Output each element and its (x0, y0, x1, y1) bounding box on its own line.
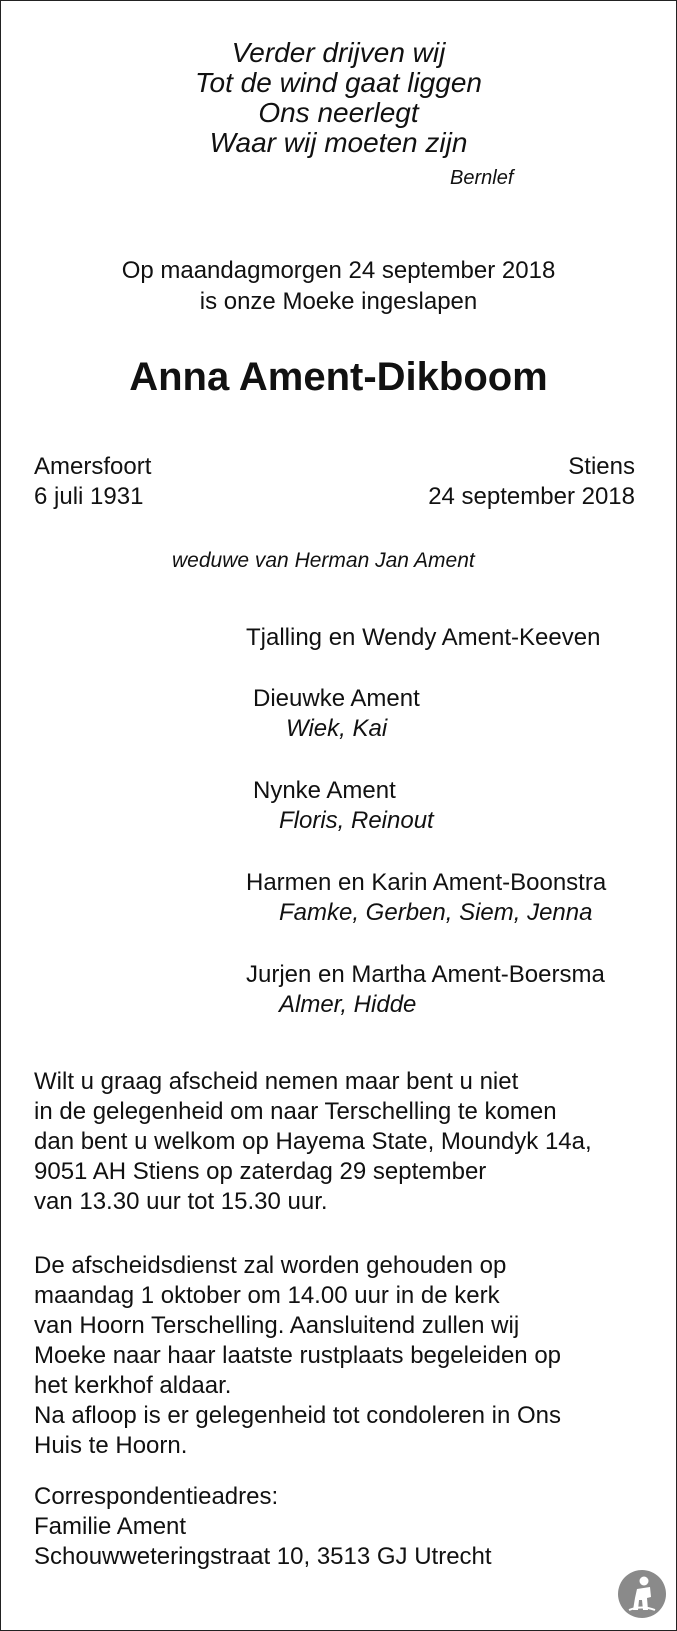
farewell-line-3: dan bent u welkom op Hayema State, Moundyk 14a, (34, 1128, 592, 1155)
deceased-name: Anna Ament-Dikboom (129, 355, 548, 399)
widow-of: weduwe van Herman Jan Ament (172, 549, 475, 572)
family-children-2: Wiek, Kai (286, 715, 388, 742)
poem-line-3: Ons neerlegt (258, 97, 419, 128)
family-member-4: Harmen en Karin Ament-Boonstra (246, 869, 607, 896)
farewell-line-1: Wilt u graag afscheid nemen maar bent u niet (34, 1068, 519, 1095)
correspondence-name: Familie Ament (34, 1513, 187, 1540)
service-line-4: Moeke naar haar laatste rustplaats begeleiden op (34, 1342, 562, 1369)
farewell-line-5: van 13.30 uur tot 15.30 uur. (34, 1188, 328, 1215)
death-place: Stiens (568, 453, 635, 480)
poem-line-4: Waar wij moeten zijn (209, 127, 468, 158)
intro-line-1: Op maandagmorgen 24 september 2018 (121, 257, 556, 284)
farewell-line-4: 9051 AH Stiens op zaterdag 29 september (34, 1158, 487, 1185)
service-line-7: Huis te Hoorn. (34, 1432, 188, 1459)
service-line-5: het kerkhof aldaar. (34, 1372, 232, 1399)
birth-place: Amersfoort (34, 453, 152, 480)
family-children-4: Famke, Gerben, Siem, Jenna (279, 899, 593, 926)
memorial-logo-icon (617, 1569, 667, 1619)
birth-date: 6 juli 1931 (34, 483, 144, 510)
intro-line-2: is onze Moeke ingeslapen (199, 288, 478, 315)
family-children-5: Almer, Hidde (279, 991, 417, 1018)
service-line-6: Na afloop is er gelegenheid tot condoleren in Ons (34, 1402, 562, 1429)
death-date: 24 september 2018 (428, 483, 635, 510)
poem-line-1: Verder drijven wij (231, 37, 446, 68)
correspondence-address: Schouwweteringstraat 10, 3513 GJ Utrecht (34, 1543, 492, 1570)
family-member-1: Tjalling en Wendy Ament-Keeven (246, 624, 601, 651)
service-line-2: maandag 1 oktober om 14.00 uur in de kerk (34, 1282, 500, 1309)
farewell-line-2: in de gelegenheid om naar Terschelling te komen (34, 1098, 557, 1125)
family-member-3: Nynke Ament (253, 777, 396, 804)
family-member-5: Jurjen en Martha Ament-Boersma (246, 961, 605, 988)
poem-author: Bernlef (450, 167, 514, 189)
service-line-3: van Hoorn Terschelling. Aansluitend zullen wij (34, 1312, 520, 1339)
family-children-3: Floris, Reinout (279, 807, 434, 834)
correspondence-label: Correspondentieadres: (34, 1483, 279, 1510)
poem-line-2: Tot de wind gaat liggen (195, 67, 482, 98)
service-line-1: De afscheidsdienst zal worden gehouden op (34, 1252, 507, 1279)
family-member-2: Dieuwke Ament (253, 685, 420, 712)
